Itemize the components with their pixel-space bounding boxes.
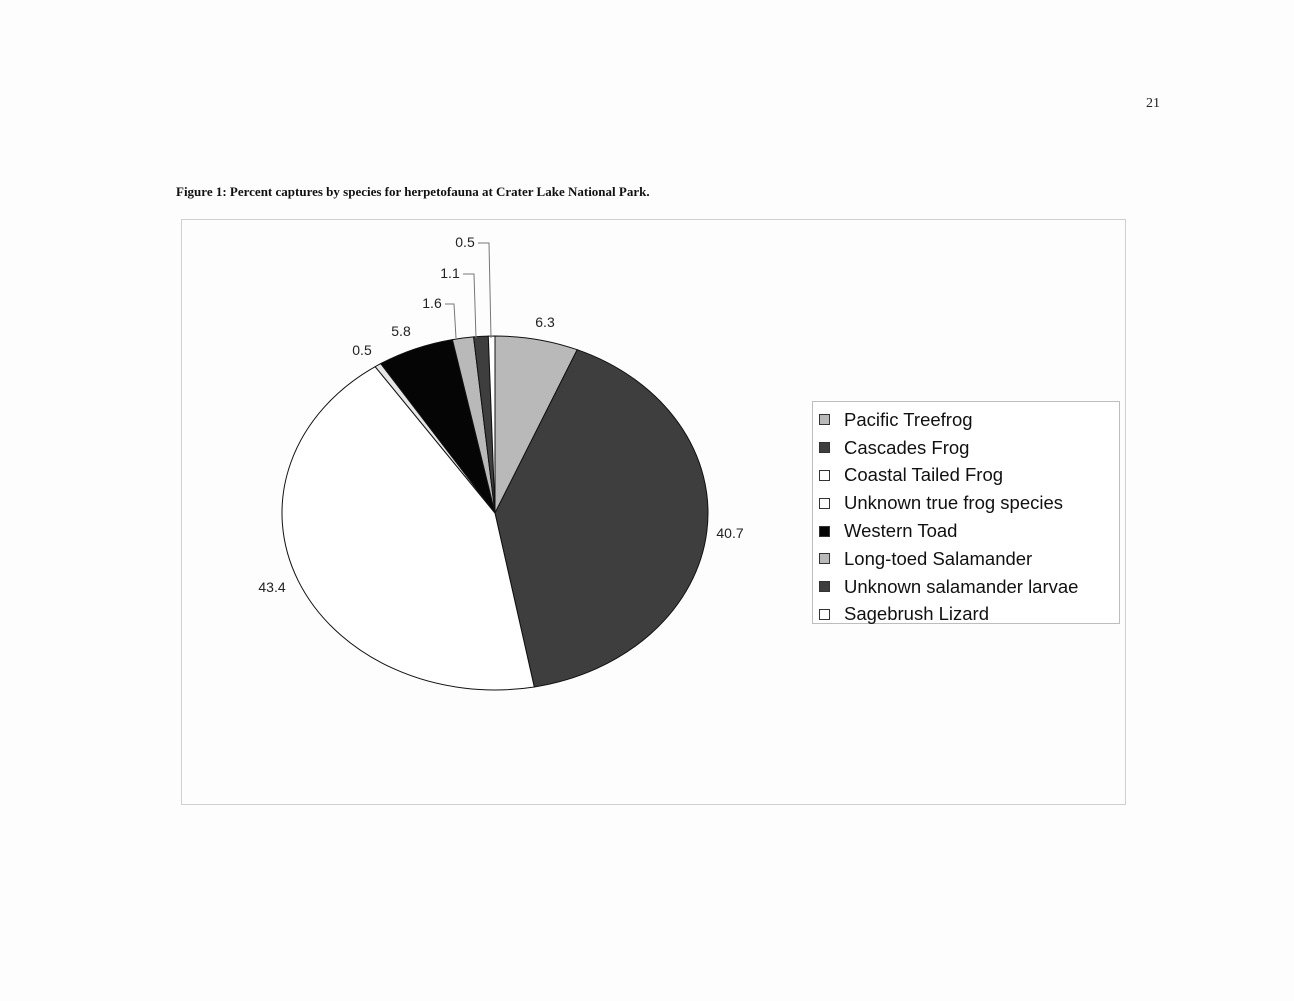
chart-legend [812,401,1120,624]
legend-swatch [819,414,830,425]
legend-label: Unknown true frog species [844,492,1064,514]
legend-label: Cascades Frog [844,436,970,458]
legend-item-8 [813,601,1119,629]
legend-label: Pacific Treefrog [844,408,973,430]
slice-label-8: 1.1 [440,265,460,281]
chart-frame [181,219,1126,805]
legend-item-4 [813,489,1119,517]
legend-swatch [819,526,830,537]
legend-label: Unknown salamander larvae [844,575,1079,597]
legend-item-3 [813,462,1119,490]
slice-label-6: 5.8 [391,323,411,339]
legend-label: Long-toed Salamander [844,547,1033,569]
legend-swatch [819,442,830,453]
slice-label-1: 6.3 [535,314,555,330]
slice-label-9: 0.5 [455,234,475,250]
legend-swatch [819,553,830,564]
legend-label: Coastal Tailed Frog [844,464,1004,486]
figure-caption: Figure 1: Percent captures by species for herpetofauna at Crater Lake National Park. [176,184,650,199]
legend-item-2 [813,434,1119,462]
legend-label: Sagebrush Lizard [844,603,990,625]
legend-label: Western Toad [844,520,958,542]
slice-label-2: 40.7 [716,525,744,541]
legend-item-5 [813,517,1119,545]
page-number: 21 [1146,96,1160,111]
legend-swatch [819,609,830,620]
slice-label-5: 0.5 [352,342,372,358]
legend-item-7 [813,573,1119,601]
leader-line-8 [463,274,476,338]
legend-swatch [819,581,830,592]
slice-label-7: 1.6 [422,295,442,311]
slice-label-4: 43.4 [258,579,286,595]
legend-item-6 [813,545,1119,573]
leader-line-7 [445,304,456,338]
legend-swatch [819,498,830,509]
legend-item-1 [813,406,1119,434]
leader-line-9 [478,243,491,338]
legend-swatch [819,470,830,481]
